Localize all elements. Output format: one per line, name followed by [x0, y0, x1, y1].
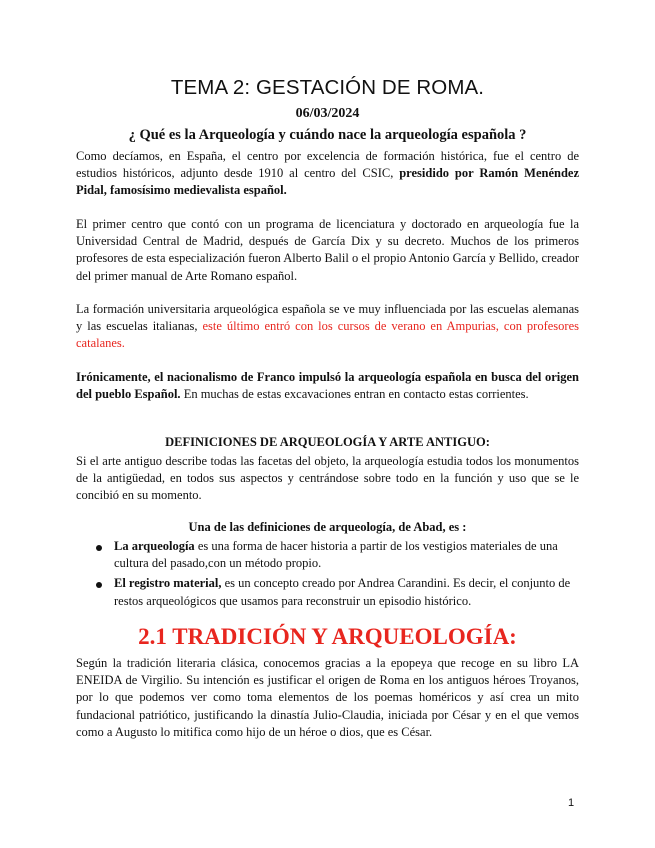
definitions-list: [76, 538, 579, 613]
paragraph-franco-bold: Irónicamente, el nacionalismo de Franco impulsó la arqueología española en busca del origen del pueblo Español.: [76, 370, 579, 402]
paragraph-franco-text: En muchas de estas excavaciones entran en contacto estas corrientes.: [180, 387, 529, 402]
document-date: 06/03/2024: [295, 106, 360, 121]
paragraph-franco: [76, 369, 579, 403]
page-number: 1: [568, 797, 575, 809]
list-item: [76, 538, 579, 572]
definitions-paragraph: Si el arte antiguo describe todas las facetas del objeto, la arqueología estudia todos los monumentos de la antigüedad, en todos sus aspectos y centrándose sobre todo en la función y uso que se le concibió en su momento.: [76, 454, 579, 503]
section-heading: 2.1 TRADICIÓN Y ARQUEOLOGÍA:: [138, 624, 517, 649]
bullet-term: El registro material,: [114, 576, 222, 591]
bullet-icon: [96, 582, 102, 588]
question-heading: ¿ Qué es la Arqueología y cuándo nace la arqueología española ?: [128, 127, 527, 143]
bullet-icon: [96, 545, 102, 551]
bullet-term: La arqueología: [114, 539, 195, 553]
bullet-text: es una forma de hacer historia a partir de los vestigios materiales de una cultura del pasado,con un método propio.: [114, 539, 558, 571]
abad-heading: Una de las definiciones de arqueología, de Abad, es :: [188, 520, 467, 534]
paragraph-university-text: La formación universitaria arqueológica española se ve muy influenciada por las escuelas alemanas y las escuelas italianas,: [76, 302, 579, 334]
paragraph-university-red: este último entró con los cursos de verano en Ampurias, con profesores catalanes.: [76, 319, 579, 351]
paragraph-intro-bold: presidido por Ramón Menéndez Pidal, famosísimo medievalista español.: [76, 166, 579, 198]
page-title: TEMA 2: GESTACIÓN DE ROMA.: [170, 76, 485, 99]
list-item: [76, 575, 579, 609]
definitions-heading: DEFINICIONES DE ARQUEOLOGÍA Y ARTE ANTIGUO:: [165, 435, 490, 449]
paragraph-intro-text: Como decíamos, en España, el centro por excelencia de formación histórica, fue el centro de estudios históricos, adjunto desde 1910 al centro del CSIC,: [76, 149, 579, 181]
paragraph-first-center: El primer centro que contó con un programa de licenciatura y doctorado en arqueología fue la Universidad Central de Madrid, después de García Dix y su decreto. Muchos de los primeros profesores de esta especialización fueron Alberto Balil o el propio Antonio García y Bellido, creador del primer manual de Arte Romano español.: [76, 217, 579, 283]
paragraph-intro: [76, 148, 579, 200]
section-paragraph: Según la tradición literaria clásica, conocemos gracias a la epopeya que recoge en su libro LA ENEIDA de Virgilio. Su intención es justificar el origen de Roma en los antiguos héroes Troyanos, por lo que podemos ver como toma elementos de los poemas homéricos y así crea un mito fundacional patriótico, justificando la dinastía Julio-Claudia, iniciada por César y en el que vemos como a Augusto lo mitifica como hijo de un héroe o dios, que es César.: [76, 656, 579, 739]
bullet-text: es un concepto creado por Andrea Carandini. Es decir, el conjunto de restos arqueológicos que usamos para reconstruir un episodio histórico.: [114, 576, 571, 608]
paragraph-university-training: [76, 301, 579, 353]
